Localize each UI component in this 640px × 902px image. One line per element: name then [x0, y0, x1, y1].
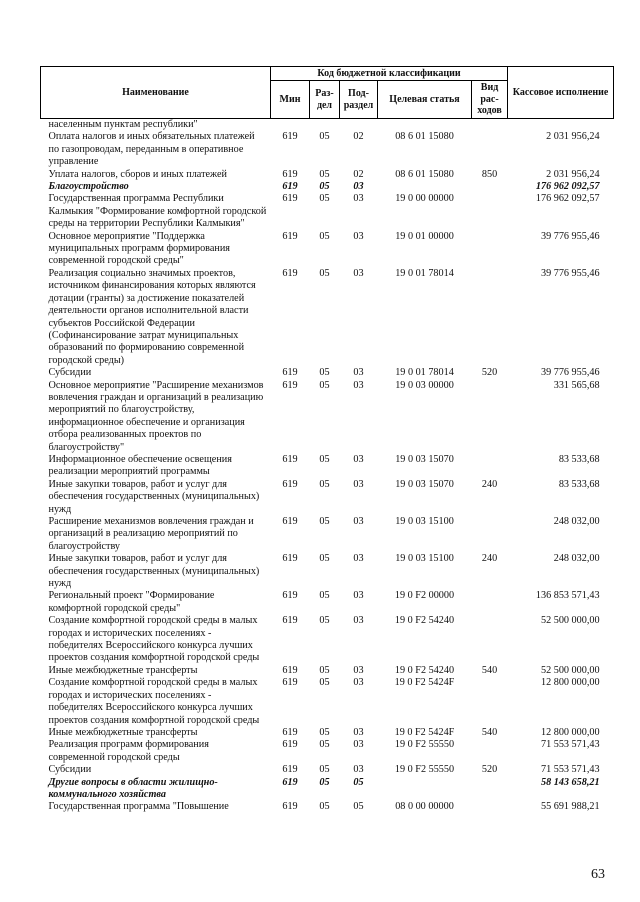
row-celevaya: 19 0 F2 55550 [394, 739, 455, 751]
table-row [41, 665, 614, 677]
row-podrazdel: 03 [353, 193, 364, 205]
row-razdel: 05 [319, 726, 330, 738]
row-min: 619 [282, 590, 298, 602]
row-name: Расширение механизмов вовлечения граждан и организаций в реализацию мероприятий по благоустройству [48, 516, 254, 552]
row-vid [472, 615, 508, 665]
table-row [41, 677, 614, 727]
row-name: Другие вопросы в области жилищно-коммунального хозяйства [48, 776, 218, 800]
row-min: 619 [282, 726, 298, 738]
row-celevaya: 08 6 01 15080 [395, 168, 454, 180]
row-name: Государственная программа Республики Калмыкия "Формирование комфортной городской среды на территории Республики Калмыкия" [48, 193, 267, 230]
row-podrazdel: 02 [353, 131, 364, 143]
row-podrazdel: 03 [353, 453, 364, 465]
table-row [41, 367, 614, 379]
row-min [271, 119, 310, 132]
row-celevaya: 19 0 F2 55550 [394, 764, 455, 776]
row-amount: 39 776 955,46 [540, 367, 600, 379]
row-min: 619 [282, 367, 298, 379]
row-min: 619 [282, 230, 298, 242]
row-vid: 520 [481, 367, 498, 379]
row-celevaya: 19 0 F2 54240 [394, 615, 455, 627]
row-name: Основное мероприятие "Расширение механизмов вовлечения граждан и организаций в реализацию мероприятий по благоустройству, информационное обеспечение и организация отбора реализованных проектов по благоустройству" [48, 379, 264, 453]
row-podrazdel: 03 [353, 590, 364, 602]
row-celevaya: 19 0 01 78014 [395, 367, 454, 379]
row-razdel: 05 [319, 367, 330, 379]
row-min: 619 [282, 516, 298, 527]
row-podrazdel: 03 [353, 367, 364, 379]
row-amount: 83 533,68 [558, 453, 600, 465]
row-razdel: 05 [319, 193, 330, 205]
header-kassovoe: Кассовое исполнение [508, 67, 614, 119]
table-row [41, 193, 614, 230]
row-min: 619 [282, 553, 298, 565]
row-celevaya: 19 0 03 15070 [395, 478, 454, 490]
row-celevaya: 19 0 03 15100 [395, 553, 454, 565]
header-name: Наименование [41, 67, 271, 119]
row-razdel: 05 [319, 478, 330, 490]
row-amount: 52 500 000,00 [540, 615, 600, 627]
row-razdel: 05 [319, 267, 330, 279]
row-vid [472, 131, 508, 168]
row-name: населенным пунктам республики" [48, 119, 198, 130]
row-podrazdel: 03 [353, 764, 364, 776]
row-amount: 71 553 571,43 [540, 764, 600, 776]
header-celevaya: Целевая статья [378, 81, 472, 119]
page-number: 63 [591, 867, 605, 882]
table-row [41, 516, 614, 553]
table-row [41, 615, 614, 665]
row-name: Иные закупки товаров, работ и услуг для обеспечения государственных (муниципальных) нужд [48, 478, 260, 515]
row-podrazdel: 05 [353, 801, 364, 813]
row-podrazdel: 03 [353, 267, 364, 279]
row-celevaya: 19 0 01 78014 [395, 267, 454, 279]
row-name: Иные закупки товаров, работ и услуг для обеспечения государственных (муниципальных) нужд [48, 553, 260, 590]
table-row [41, 479, 614, 516]
row-podrazdel: 03 [353, 478, 364, 490]
row-podrazdel: 03 [353, 677, 364, 689]
row-podrazdel: 03 [353, 516, 364, 527]
row-celevaya: 19 0 03 15100 [395, 516, 454, 527]
row-razdel: 05 [319, 181, 330, 193]
row-razdel: 05 [319, 664, 330, 676]
row-razdel: 05 [319, 801, 330, 813]
row-podrazdel: 03 [353, 181, 364, 193]
row-podrazdel: 03 [353, 379, 364, 391]
row-podrazdel: 03 [353, 615, 364, 627]
row-name: Реализация программ формирования современной городской среды [48, 739, 209, 763]
row-celevaya: 19 0 F2 5424F [394, 677, 455, 689]
row-min: 619 [282, 677, 298, 689]
row-min: 619 [282, 478, 298, 490]
row-celevaya [378, 119, 472, 132]
row-name: Создание комфортной городской среды в малых городах и исторических поселениях - победителях Всероссийского конкурса лучших проектов создания комфортной городской среды [48, 615, 260, 664]
row-min: 619 [282, 193, 298, 205]
table-row [41, 119, 614, 132]
row-vid [472, 677, 508, 727]
row-razdel: 05 [319, 764, 330, 776]
row-celevaya: 19 0 F2 54240 [394, 664, 455, 676]
row-vid [472, 268, 508, 367]
row-amount: 2 031 956,24 [546, 131, 600, 143]
table-row [41, 777, 614, 802]
row-celevaya: 19 0 F2 00000 [394, 590, 455, 602]
row-name: Основное мероприятие "Поддержка муниципальных программ формирования современной городской среды" [48, 230, 230, 267]
row-min: 619 [282, 181, 298, 193]
header-vid: Вид рас- ходов [472, 81, 508, 119]
row-vid [472, 777, 508, 802]
table-row [41, 739, 614, 764]
row-podrazdel: 02 [353, 168, 364, 180]
row-razdel: 05 [319, 379, 330, 391]
row-podrazdel [340, 119, 378, 132]
row-razdel: 05 [319, 776, 330, 788]
row-razdel: 05 [319, 677, 330, 689]
row-amount: 331 565,68 [553, 379, 600, 391]
row-amount: 83 533,68 [558, 478, 600, 490]
row-vid [472, 380, 508, 454]
row-vid: 850 [481, 168, 498, 180]
row-razdel: 05 [319, 516, 330, 527]
row-razdel: 05 [319, 739, 330, 751]
row-vid [472, 590, 508, 615]
row-vid [472, 193, 508, 230]
row-vid: 240 [481, 553, 498, 565]
row-celevaya: 19 0 F2 5424F [394, 726, 455, 738]
row-min: 619 [282, 776, 298, 788]
row-amount: 58 143 658,21 [540, 776, 600, 788]
row-amount: 71 553 571,43 [540, 739, 600, 751]
row-razdel: 05 [319, 553, 330, 565]
table-row [41, 181, 614, 193]
header-razdel: Раз- дел [310, 81, 340, 119]
row-name: Реализация социально значимых проектов, источником финансирования которых являются дотации (гранты) за достижение показателей деятельности органов исполнительной власти субъектов Российской Федерации (Софинансирование затрат муниципальных образований по формированию современной городской среды) [48, 267, 256, 366]
row-min: 619 [282, 379, 298, 391]
row-podrazdel: 03 [353, 726, 364, 738]
row-celevaya: 08 0 00 00000 [395, 801, 454, 813]
row-min: 619 [282, 453, 298, 465]
row-podrazdel: 03 [353, 739, 364, 751]
row-vid [472, 231, 508, 268]
row-amount: 248 032,00 [553, 516, 600, 527]
row-amount [508, 119, 614, 132]
row-amount: 39 776 955,46 [540, 267, 600, 279]
row-min: 619 [282, 615, 298, 627]
row-amount: 2 031 956,24 [546, 168, 600, 180]
row-amount: 39 776 955,46 [540, 230, 600, 242]
row-vid [472, 516, 508, 553]
table-header [41, 67, 614, 119]
row-podrazdel: 03 [353, 230, 364, 242]
row-vid: 540 [481, 726, 498, 738]
table-row [41, 801, 614, 813]
budget-table [40, 66, 614, 814]
row-min: 619 [282, 764, 298, 776]
row-amount: 12 800 000,00 [540, 677, 600, 689]
table-row [41, 590, 614, 615]
row-celevaya: 19 0 00 00000 [395, 193, 454, 205]
table-row [41, 764, 614, 776]
row-name: Субсидии [48, 367, 92, 379]
table-row [41, 553, 614, 590]
row-vid [472, 739, 508, 764]
table-row [41, 169, 614, 181]
row-vid: 520 [481, 764, 498, 776]
table-body [41, 119, 614, 814]
table-row [41, 727, 614, 739]
table-row [41, 131, 614, 168]
row-name: Субсидии [48, 764, 92, 776]
row-razdel: 05 [319, 453, 330, 465]
row-amount: 176 962 092,57 [535, 181, 600, 193]
row-celevaya: 08 6 01 15080 [395, 131, 454, 143]
row-name: Благоустройство [48, 181, 129, 193]
table-row [41, 454, 614, 479]
row-amount: 55 691 988,21 [540, 801, 600, 813]
row-celevaya [378, 777, 472, 802]
row-podrazdel: 05 [353, 776, 364, 788]
row-razdel: 05 [319, 230, 330, 242]
header-min: Мин [271, 81, 310, 119]
row-razdel [310, 119, 340, 132]
row-name: Создание комфортной городской среды в малых городах и исторических поселениях - победителях Всероссийского конкурса лучших проектов создания комфортной городской среды [48, 677, 260, 726]
row-vid: 240 [481, 478, 498, 490]
row-name: Иные межбюджетные трансферты [48, 726, 198, 738]
row-podrazdel: 03 [353, 664, 364, 676]
row-name: Государственная программа "Повышение [48, 801, 229, 813]
row-amount: 248 032,00 [553, 553, 600, 565]
row-razdel: 05 [319, 590, 330, 602]
header-budget-code-group: Код бюджетной классификации [271, 67, 508, 81]
row-vid: 540 [481, 664, 498, 676]
row-min: 619 [282, 131, 298, 143]
row-amount: 176 962 092,57 [535, 193, 600, 205]
row-amount: 52 500 000,00 [540, 664, 600, 676]
row-celevaya: 19 0 03 15070 [395, 453, 454, 465]
header-podrazdel: Под- раздел [340, 81, 378, 119]
row-vid [472, 801, 508, 813]
row-name: Оплата налогов и иных обязательных платежей по газопроводам, переданным в оперативное управление [48, 131, 255, 168]
row-name: Иные межбюджетные трансферты [48, 664, 198, 676]
row-min: 619 [282, 664, 298, 676]
row-min: 619 [282, 168, 298, 180]
row-name: Уплата налогов, сборов и иных платежей [48, 168, 227, 180]
row-vid [472, 119, 508, 132]
row-min: 619 [282, 801, 298, 813]
row-name: Информационное обеспечение освещения реализации мероприятий программы [48, 453, 232, 478]
table-row [41, 268, 614, 367]
row-vid [472, 181, 508, 193]
row-podrazdel: 03 [353, 553, 364, 565]
row-razdel: 05 [319, 615, 330, 627]
row-amount: 12 800 000,00 [540, 726, 600, 738]
row-amount: 136 853 571,43 [535, 590, 600, 602]
row-razdel: 05 [319, 168, 330, 180]
row-razdel: 05 [319, 131, 330, 143]
row-celevaya: 19 0 01 00000 [395, 230, 454, 242]
row-celevaya [378, 181, 472, 193]
row-min: 619 [282, 267, 298, 279]
table-row [41, 231, 614, 268]
row-min: 619 [282, 739, 298, 751]
row-vid [472, 454, 508, 479]
table-row [41, 380, 614, 454]
row-name: Региональный проект "Формирование комфортной городской среды" [48, 590, 215, 614]
row-celevaya: 19 0 03 00000 [395, 379, 454, 391]
